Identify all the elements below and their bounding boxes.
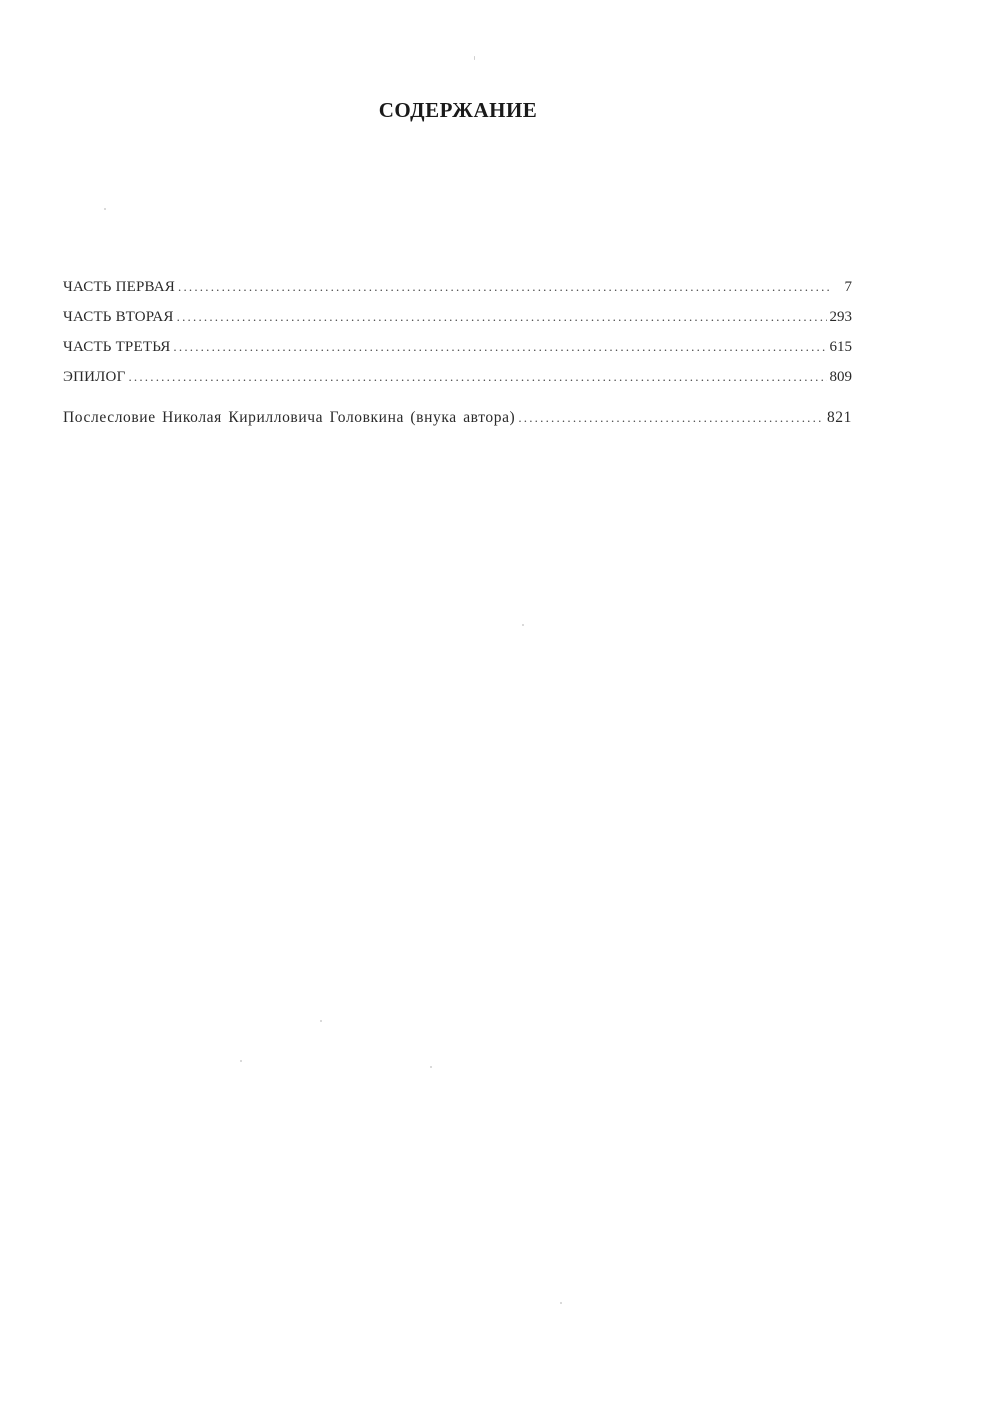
toc-entry-page-number: 293 xyxy=(829,309,852,325)
toc-entry-epilogue xyxy=(63,369,852,399)
dot-leader xyxy=(178,279,831,295)
toc-entry-label: ЧАСТЬ ВТОРАЯ xyxy=(63,309,174,325)
toc-entry-label: Послесловие Николая Кирилловича Головкина (внука автора) xyxy=(63,409,516,426)
scan-speck xyxy=(522,624,524,626)
scan-speck xyxy=(104,208,106,210)
toc-entry-page-number: 7 xyxy=(844,279,852,295)
toc-entry-afterword xyxy=(63,409,852,439)
toc-entry-part-two xyxy=(63,309,852,339)
toc-entry-part-three xyxy=(63,339,852,369)
toc-entry-label: ЭПИЛОГ xyxy=(63,369,126,385)
dot-leader xyxy=(173,339,826,355)
toc-entry-page-number: 809 xyxy=(829,369,852,385)
scan-speck xyxy=(240,1060,242,1062)
scan-speck xyxy=(560,1302,562,1304)
toc-entry-label: ЧАСТЬ ПЕРВАЯ xyxy=(63,279,175,295)
toc-entry-label: ЧАСТЬ ТРЕТЬЯ xyxy=(63,339,171,355)
table-of-contents xyxy=(63,279,852,439)
scan-speck xyxy=(474,56,475,60)
scan-speck xyxy=(430,1066,432,1068)
page-title: СОДЕРЖАНИЕ xyxy=(378,98,538,122)
toc-entry-page-number: 821 xyxy=(826,409,852,426)
toc-entry-part-one xyxy=(63,279,852,309)
dot-leader xyxy=(128,369,826,385)
dot-leader xyxy=(177,309,827,325)
toc-entry-page-number: 615 xyxy=(829,339,852,355)
scan-speck xyxy=(320,1020,322,1022)
dot-leader xyxy=(518,410,824,426)
